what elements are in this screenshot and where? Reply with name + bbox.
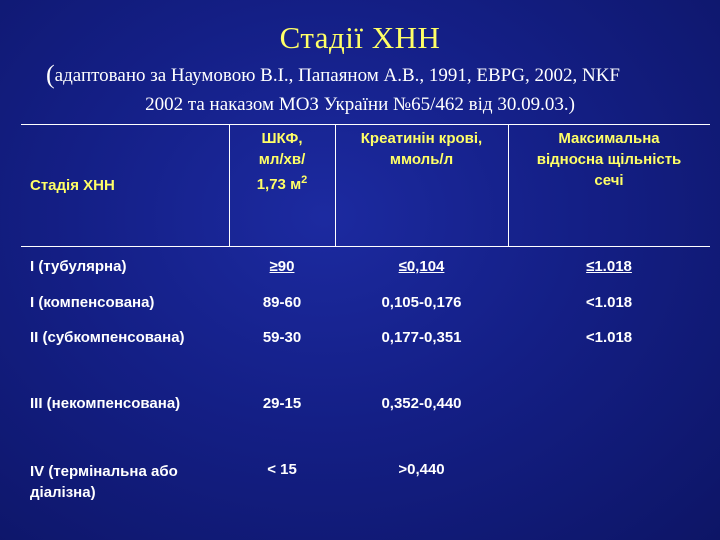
row-5-stage (30, 461, 178, 503)
header-density-line-2: відносна щільність (536, 151, 682, 168)
row-1-gfr: ≥90 (269, 258, 295, 275)
header-gfr-line-3 (229, 170, 335, 195)
row-2-creatinine: 0,105-0,176 (381, 294, 462, 311)
subtitle-line-1-text: адаптовано за Наумовою В.І., Папаяном А.В., 1991, EBPG, 2002, NKF (54, 65, 620, 86)
row-1-stage: I (тубулярна) (30, 258, 127, 275)
header-creatinine-line-1: Креатинін крові, (360, 130, 483, 147)
row-4-gfr: 29-15 (262, 395, 302, 412)
row-3-stage: II (субкомпенсована) (30, 329, 185, 346)
row-4-creatinine: 0,352-0,440 (381, 395, 462, 412)
header-density-line-3: сечі (594, 172, 624, 189)
row-3-gfr: 59-30 (262, 329, 302, 346)
row-4-stage: III (некомпенсована) (30, 395, 181, 412)
header-creatinine (335, 128, 508, 170)
row-1-creatinine: ≤0,104 (398, 258, 445, 275)
header-gfr (229, 128, 335, 195)
row-1-density: ≤1.018 (586, 258, 632, 275)
subtitle-line-2: 2002 та наказом МОЗ України №65/462 від 30.09.03.) (145, 94, 575, 115)
row-5-stage-line-1: IV (термінальна або (30, 463, 178, 480)
header-bottom-border (21, 246, 710, 247)
table-top-border (21, 124, 710, 125)
slide-title: Стадії ХНН (279, 20, 441, 55)
header-stage: Стадія ХНН (30, 177, 115, 194)
header-gfr-superscript: 2 (301, 174, 308, 186)
header-gfr-unit: 1,73 м (256, 176, 302, 193)
header-urine-density (508, 128, 710, 191)
row-5-gfr: < 15 (267, 461, 297, 478)
header-gfr-line-1: ШКФ, (261, 130, 303, 147)
row-3-density: <1.018 (585, 329, 633, 346)
header-creatinine-line-2: ммоль/л (389, 151, 454, 168)
subtitle-line-1 (46, 60, 720, 90)
row-3-creatinine: 0,177-0,351 (381, 329, 462, 346)
row-5-stage-line-2: діалізна) (30, 484, 96, 501)
ckd-stages-table (21, 124, 710, 538)
row-2-gfr: 89-60 (262, 294, 302, 311)
subtitle-open-paren: ( (46, 60, 55, 89)
header-gfr-line-2: мл/хв/ (258, 151, 306, 168)
row-2-density: <1.018 (585, 294, 633, 311)
header-density-line-1: Максимальна (558, 130, 660, 147)
row-2-stage: I (компенсована) (30, 294, 155, 311)
row-5-creatinine: >0,440 (398, 461, 445, 478)
